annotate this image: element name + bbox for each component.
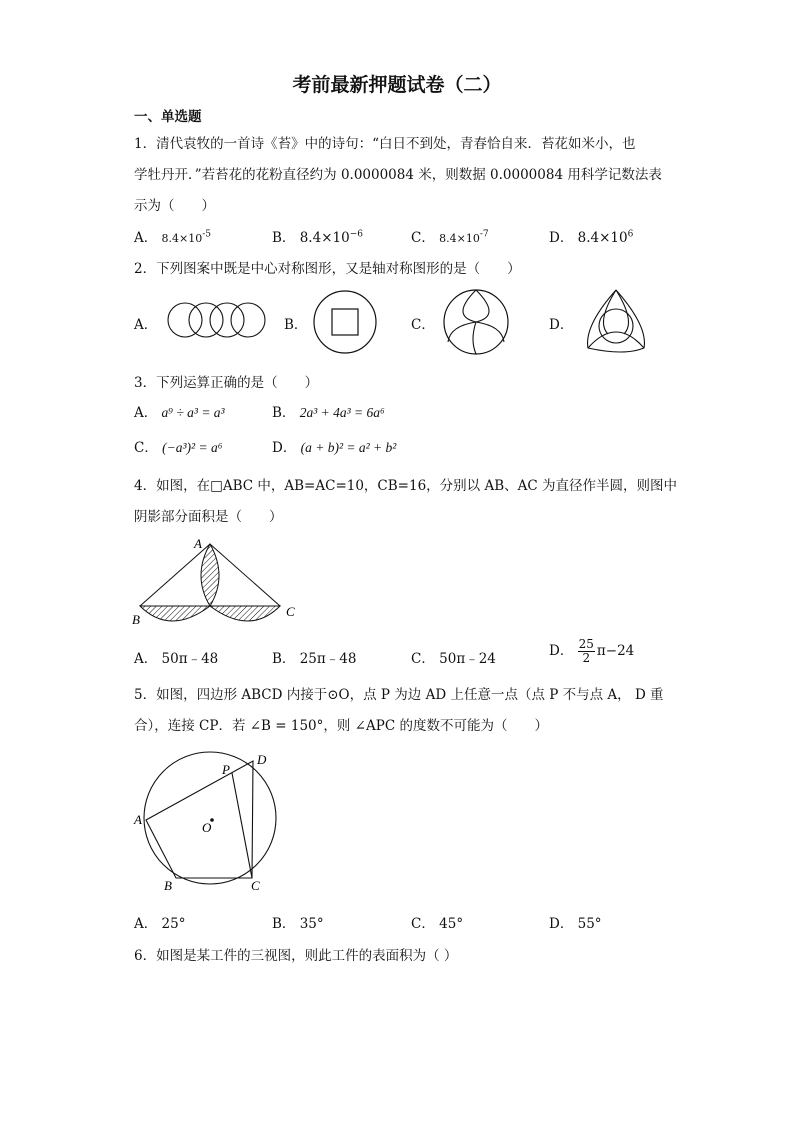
option-label: A． [134, 405, 158, 421]
q1-line1: 1．清代袁牧的一首诗《苔》中的诗句：“白日不到处，青春恰自来．苔花如米小，也 [134, 136, 636, 152]
option-text: 50π﹣48 [161, 651, 219, 667]
q4-option-a[interactable] [134, 647, 218, 667]
option-text: 55° [577, 916, 602, 932]
q5-option-a[interactable] [134, 912, 185, 932]
q5-label-p: P [222, 762, 230, 777]
option-label: A． [134, 916, 158, 932]
option-label: D． [549, 916, 574, 932]
q3-option-a[interactable] [134, 401, 225, 421]
option-exponent: 6 [627, 229, 634, 240]
option-label: D． [272, 440, 297, 456]
q4-option-c[interactable] [411, 647, 496, 667]
q1-option-c[interactable] [411, 226, 489, 246]
q2-option-b-label[interactable]: B． [284, 317, 308, 333]
option-exponent: −6 [349, 229, 363, 240]
q2-figure-circle-arcs [440, 286, 512, 358]
q2-figure-four-rings [160, 296, 276, 346]
q2-option-c-label[interactable]: C． [411, 317, 435, 333]
q4-figure-triangle-semicircles [130, 536, 310, 626]
fraction [578, 638, 595, 665]
q5-line1: 5．如图，四边形 ABCD 内接于⊙O，点 P 为边 AD 上任意一点（点 P 不与点 A， D 重 [134, 687, 664, 703]
option-base: 8.4×10 [299, 230, 350, 246]
q1-option-b[interactable] [272, 226, 363, 246]
option-label: B． [272, 405, 296, 421]
option-expression: (−a³)² = a⁶ [162, 440, 223, 455]
page-title: 考前最新押题试卷（二） [292, 74, 502, 96]
q1-line3: 示为（ ） [134, 198, 215, 214]
q1-option-a[interactable] [134, 226, 211, 246]
q4-option-b[interactable] [272, 647, 356, 667]
option-text: 35° [299, 916, 324, 932]
option-base: 8.4×10 [577, 230, 628, 246]
q5-line2: 合），连接 CP．若 ∠B = 150°，则 ∠APC 的度数不可能为（ ） [134, 718, 548, 734]
q4-line1: 4．如图，在□ABC 中，AB=AC=10，CB=16，分别以 AB、AC 为直径作半圆，则图中 [134, 478, 678, 494]
q3-option-c[interactable] [134, 436, 222, 456]
q2-figure-triquetra [578, 286, 654, 358]
fraction-denominator: 2 [582, 651, 591, 665]
q3-text: 3．下列运算正确的是（ ） [134, 375, 319, 391]
option-expression: (a + b)² = a² + b² [300, 440, 397, 455]
q4-label-a: A [194, 536, 202, 551]
q4-option-d[interactable] [549, 638, 634, 665]
q5-label-a: A [134, 812, 142, 827]
q3-option-d[interactable] [272, 436, 396, 456]
option-label: B． [272, 916, 296, 932]
q4-label-c: C [286, 604, 295, 619]
option-label: D． [549, 643, 574, 659]
option-label: A． [134, 651, 158, 667]
q3-option-b[interactable] [272, 401, 385, 421]
option-text: 50π﹣24 [439, 651, 496, 667]
option-text: π−24 [596, 643, 635, 659]
option-base: 8.4×10 [439, 232, 480, 245]
q4-line2: 阴影部分面积是（ ） [134, 509, 283, 525]
option-label: C． [411, 916, 435, 932]
option-label: B． [272, 230, 296, 246]
q5-option-c[interactable] [411, 912, 463, 932]
option-text: 25π﹣48 [299, 651, 357, 667]
section-heading: 一、单选题 [134, 109, 202, 125]
q6-text: 6．如图是某工件的三视图，则此工件的表面积为（ ） [134, 948, 458, 964]
q4-label-b: B [132, 612, 140, 627]
option-expression: 2a³ + 4a³ = 6a⁶ [299, 405, 385, 420]
q5-figure-inscribed-quadrilateral [130, 748, 290, 893]
q5-label-d: D [257, 752, 267, 767]
q5-label-c: C [251, 878, 260, 893]
q5-label-b: B [164, 878, 172, 893]
q2-option-a-label[interactable]: A． [134, 317, 158, 333]
q1-line2: 学牡丹开．”若苔花的花粉直径约为 0.0000084 米，则数据 0.0000084 用科学记数法表 [134, 167, 662, 183]
option-text: 25° [161, 916, 186, 932]
option-text: 45° [439, 916, 464, 932]
option-label: B． [272, 651, 296, 667]
q2-figure-circle-square [310, 287, 380, 357]
option-label: C． [411, 651, 435, 667]
q5-label-o: O [202, 820, 212, 835]
q5-option-d[interactable] [549, 912, 602, 932]
q2-option-d-label[interactable]: D． [549, 317, 574, 333]
option-exponent: -5 [202, 229, 212, 240]
option-label: D． [549, 230, 574, 246]
q1-option-d[interactable] [549, 226, 633, 246]
option-label: A． [134, 230, 158, 246]
option-base: 8.4×10 [161, 232, 203, 245]
q2-text: 2．下列图案中既是中心对称图形，又是轴对称图形的是（ ） [134, 261, 521, 277]
q5-option-b[interactable] [272, 912, 324, 932]
fraction-numerator: 25 [578, 637, 594, 651]
option-expression: a⁹ ÷ a³ = a³ [161, 405, 225, 420]
option-exponent: -7 [479, 229, 489, 240]
option-label: C． [134, 440, 158, 456]
option-label: C． [411, 230, 435, 246]
